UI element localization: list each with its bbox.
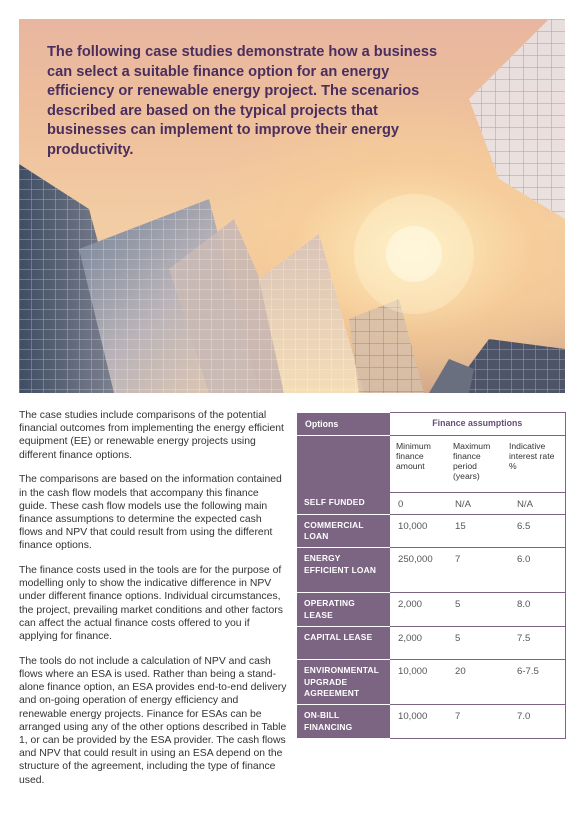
options-header: Options bbox=[297, 413, 390, 436]
row-rate: 6.0 bbox=[503, 548, 565, 593]
row-rate: 6.5 bbox=[503, 514, 565, 548]
finance-assumptions-header: Finance assumptions bbox=[390, 413, 565, 436]
row-rate: 8.0 bbox=[503, 593, 565, 627]
row-rate: 6-7.5 bbox=[503, 660, 565, 705]
row-period: 15 bbox=[447, 514, 503, 548]
intro-heading: The following case studies demonstrate how a business can select a suitable finance option for an energy efficiency or renewable energy project. The scenarios described are based on the typical projects that businesses can implement to improve their energy productivity. bbox=[47, 44, 438, 158]
row-option: COMMERCIAL LOAN bbox=[297, 514, 390, 548]
row-period: 5 bbox=[447, 593, 503, 627]
table-row bbox=[297, 548, 565, 593]
row-min: 0 bbox=[390, 492, 447, 514]
row-option: ENVIRONMENTAL UPGRADE AGREEMENT bbox=[297, 660, 390, 705]
finance-assumptions-table bbox=[297, 412, 566, 739]
row-rate: N/A bbox=[503, 492, 565, 514]
row-option: ON-BILL FINANCING bbox=[297, 705, 390, 739]
row-min: 250,000 bbox=[390, 548, 447, 593]
table-row bbox=[297, 705, 565, 739]
table-row bbox=[297, 492, 565, 514]
paragraph-2: The comparisons are based on the information contained in the cash flow models that accompany this finance guide. These cash flow models use the following main finance assumptions to determine the expected cash flows and NPV that could result from using the different finance options. bbox=[19, 474, 282, 552]
row-min: 10,000 bbox=[390, 705, 447, 739]
table-row bbox=[297, 627, 565, 660]
row-period: 7 bbox=[447, 548, 503, 593]
paragraph-4: The tools do not include a calculation of NPV and cash flows where an ESA is used. Rather than being a stand-alone finance option, an ESA provides end-to-end delivery and on-going operation of energy efficiency and renewable energy projects. Finance for ESAs can be arranged using any of the other options described in Table 1, or can be provided by the ESA provider. The cash flows and NPV that could result in using an ESA depend on the structure of the agreement, including the type of finance used. bbox=[19, 655, 287, 786]
row-option: CAPITAL LEASE bbox=[297, 627, 390, 660]
paragraph-1: The case studies include comparisons of the potential financial outcomes from implementing the energy efficient equipment (EE) or renewable energy projects using different finance options. bbox=[19, 410, 284, 461]
row-period: 5 bbox=[447, 627, 503, 660]
row-period: 7 bbox=[447, 705, 503, 739]
row-rate: 7.5 bbox=[503, 627, 565, 660]
interest-rate-header: Indicative interest rate % bbox=[503, 435, 565, 492]
max-period-header: Maximum finance period (years) bbox=[447, 435, 503, 492]
row-period: N/A bbox=[447, 492, 503, 514]
hero-image bbox=[19, 19, 565, 393]
table-row bbox=[297, 660, 565, 705]
row-min: 10,000 bbox=[390, 514, 447, 548]
row-min: 10,000 bbox=[390, 660, 447, 705]
row-min: 2,000 bbox=[390, 593, 447, 627]
table-row bbox=[297, 514, 565, 548]
min-finance-header: Minimum finance amount bbox=[390, 435, 447, 492]
row-option: OPERATING LEASE bbox=[297, 593, 390, 627]
paragraph-3: The finance costs used in the tools are for the purpose of modelling only to show the indicative difference in NPV under different finance options. Individual circumstances, the project, prevailing market conditions and other factors can affect the actual finance costs offered to you if applying for finance. bbox=[19, 565, 283, 643]
row-option: SELF FUNDED bbox=[297, 492, 390, 514]
row-option: ENERGY EFFICIENT LOAN bbox=[297, 548, 390, 593]
table-row bbox=[297, 593, 565, 627]
options-header-spacer bbox=[297, 435, 390, 492]
row-period: 20 bbox=[447, 660, 503, 705]
row-min: 2,000 bbox=[390, 627, 447, 660]
body-text bbox=[19, 409, 287, 798]
row-rate: 7.0 bbox=[503, 705, 565, 739]
